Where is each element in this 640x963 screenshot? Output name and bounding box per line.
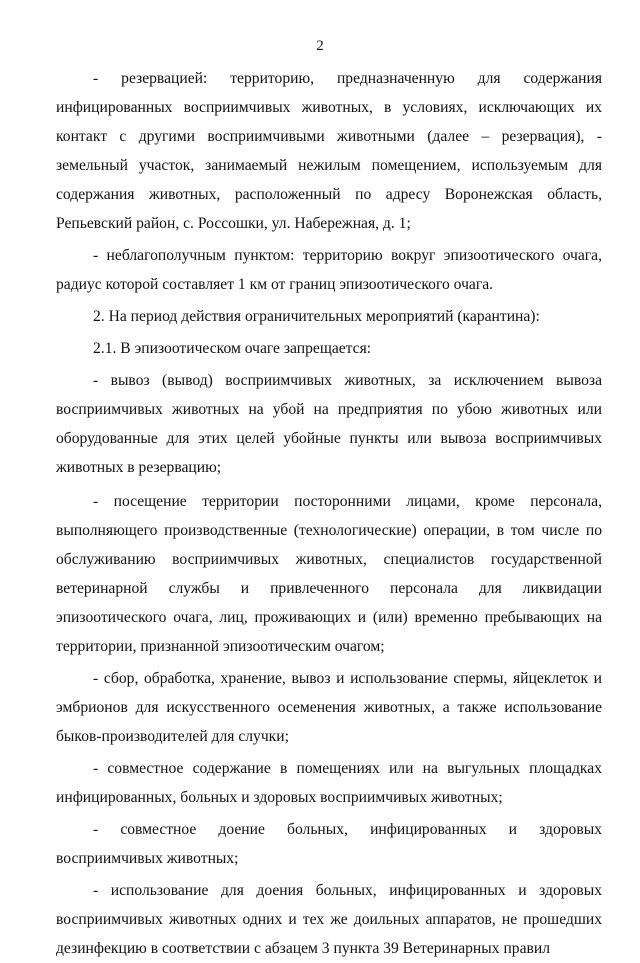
document-body xyxy=(56,64,602,963)
paragraph-export-ban: - вывоз (вывод) восприимчивых животных, за исключением вывоза восприимчивых животных на убой на предприятия по убою животных или оборудованные для этих целей убойные пункты или вывоза восприимчивых животных в резервацию; xyxy=(56,372,602,476)
paragraph-collection-ban: - сбор, обработка, хранение, вывоз и использование спермы, яйцеклеток и эмбрионов для искусственного осеменения животных, а также использование быков-производителей для случки; xyxy=(56,670,602,745)
paragraph-joint-milking-ban: - совместное доение больных, инфицированных и здоровых восприимчивых животных; xyxy=(56,821,602,867)
paragraph-section-2-1: 2.1. В эпизоотическом очаге запрещается: xyxy=(93,340,372,357)
page-number: 2 xyxy=(316,38,324,54)
paragraph-joint-keeping-ban: - совместное содержание в помещениях или на выгульных площадках инфицированных, больных и здоровых восприимчивых животных; xyxy=(56,760,602,806)
paragraph-reservation: - резервацией: территорию, предназначенную для содержания инфицированных восприимчивых животных, в условиях, исключающих их контакт с другими восприимчивыми животными (далее – резервация), - земельный участок, занимаемый нежилым помещением, используемым для содержания животных, расположенный по адресу Воронежская область, Репьевский район, с. Россошки, ул. Набережная, д. 1; xyxy=(56,70,602,232)
paragraph-section-2: 2. На период действия ограничительных мероприятий (карантина): xyxy=(93,308,540,325)
paragraph-milking-equipment-ban: - использование для доения больных, инфицированных и здоровых восприимчивых животных одних и тех же доильных аппаратов, не прошедших дезинфекцию в соответствии с абзацем 3 пункта 39 Ветеринарных правил xyxy=(56,882,602,957)
paragraph-visit-ban: - посещение территории посторонними лицами, кроме персонала, выполняющего производственные (технологические) операции, в том числе по обслуживанию восприимчивых животных, специалистов государственной ветеринарной службы и привлеченного персонала для ликвидации эпизоотического очага, лиц, проживающих и (или) временно пребывающих на территории, признанной эпизоотическим очагом; xyxy=(56,493,602,655)
paragraph-unfavorable-point: - неблагополучным пунктом: территорию вокруг эпизоотического очага, радиус которой составляет 1 км от границ эпизоотического очага. xyxy=(56,247,602,293)
